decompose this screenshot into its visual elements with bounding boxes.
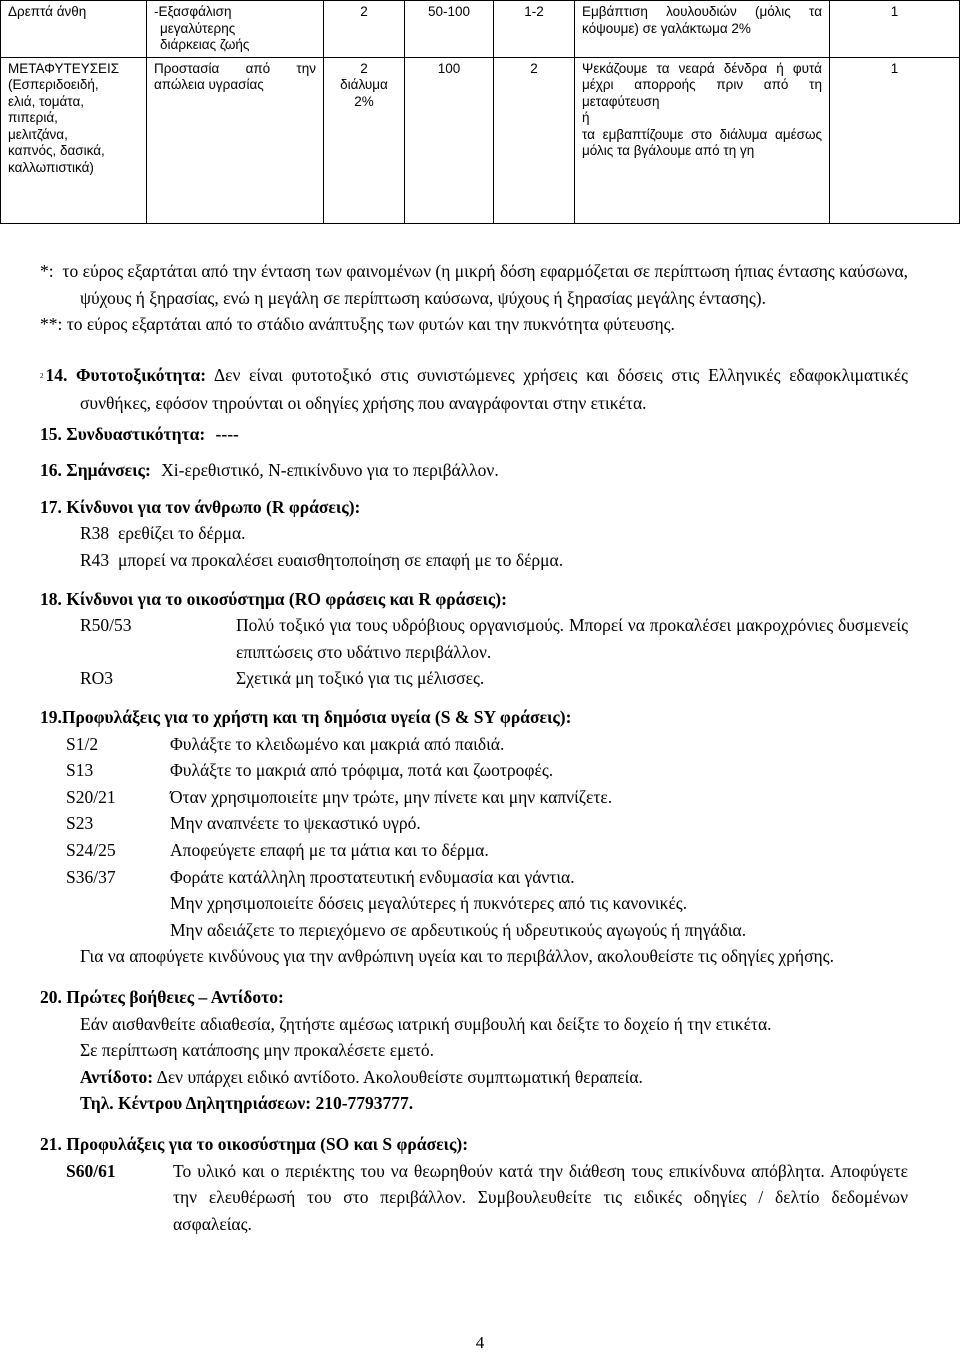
crop-cell: ΜΕΤΑΦΥΤΕΥΣΕΙΣ (Εσπεριδοειδή, ελιά, τομάτα, πιπεριά, μελιτζάνα, καπνός, δασικά, καλλωπιστικά) — [1, 57, 147, 223]
application-table — [0, 0, 960, 224]
section-heading: Προφυλάξεις για το χρήστη και τη δημόσια υγεία (S & SY φράσεις): — [61, 707, 572, 727]
closing-text: Για να αποφύγετε κινδύνους για την ανθρώπινη υγεία και το περιβάλλον, ακολουθείστε τις οδηγίες χρήσης. — [80, 946, 834, 967]
antidote: Αντίδοτο: Δεν υπάρχει ειδικό αντίδοτο. Ακολουθείστε συμπτωματική θεραπεία. — [80, 1066, 643, 1087]
dose-cell: 2 διάλυμα 2% — [324, 57, 405, 223]
dose-cell: 2 — [324, 1, 405, 58]
table-row — [1, 1, 960, 58]
purpose-cell: -Εξασφάλιση μεγαλύτερης διάρκειας ζωής — [147, 1, 324, 58]
footnote: **: το εύρος εξαρτάται από το στάδιο ανάπτυξης των φυτών και την πυκνότητα φύτευσης. — [40, 314, 675, 335]
applications-cell: 2 — [494, 57, 575, 223]
document-body — [40, 258, 908, 1237]
section-first-aid: 20. Πρώτες βοήθειες – Αντίδοτο: Εάν αισθανθείτε αδιαθεσία, ζητήστε αμέσως ιατρική συμβουλή και δείξτε το δοχείο ή την ετικέτα. Σε περίπτωση κατάποσης μην προκαλέσετε εμετό. Αντίδοτο: Δεν υπάρχει ειδικό αντίδοτο. Ακολουθείστε συμπτωματική θεραπεία. Τηλ. Κέντρου Δηλητηριάσεων: 210-7793777. — [40, 984, 908, 1117]
list-item: RO3 Σχετικά μη τοξικό για τις μέλισσες. — [80, 668, 485, 689]
interval-cell: 1 — [830, 1, 960, 58]
volume-cell: 100 — [405, 57, 494, 223]
footnote: *: το εύρος εξαρτάται από την ένταση των φαινομένων (η μικρή δόση εφαρμόζεται σε περίπτωση ήπιας έντασης καύσωνα, ψύχους ή ξηρασίας, ενώ η μεγάλη σε περίπτωση καύσωνα, ψύχους ή ξηρασίας μεγάλης έντασης). — [40, 261, 908, 308]
list-item: S60/61 Το υλικό και ο περιέκτης του να θεωρηθούν κατά την διάθεση τους επικίνδυνα απόβλητα. Αποφύγετε την ελευθέρωσή του στο περιβάλλον. Συμβουλευθείτε τις ειδικές οδηγίες / δελτίο δεδομένων ασφαλείας. — [66, 1160, 908, 1234]
applications-cell: 1-2 — [494, 1, 575, 58]
method-cell: Ψεκάζουμε τα νεαρά δένδρα ή φυτά μέχρι απορροής πριν από τη μεταφύτευση ή τα εμβαπτίζουμε στο διάλυμα αμέσως μόλις τα βγάλουμε από τη γη — [575, 57, 830, 223]
section-heading: Κίνδυνοι για το οικοσύστημα (RO φράσεις και R φράσεις): — [66, 588, 507, 609]
interval-cell: 1 — [830, 57, 960, 223]
crop-cell: Δρεπτά άνθη — [1, 1, 147, 58]
list-item: R50/53 Πολύ τοξικό για τους υδρόβιους οργανισμούς. Μπορεί να προκαλέσει μακροχρόνιες δυσμενείς επιπτώσεις στο υδάτινο περιβάλλον. — [80, 615, 908, 662]
poison-center-phone: Τηλ. Κέντρου Δηλητηριάσεων: 210-7793777. — [80, 1093, 414, 1114]
section-heading: Κίνδυνοι για τον άνθρωπο (R φράσεις): — [66, 496, 361, 517]
list-item: S13 Φυλάξτε το μακριά από τρόφιμα, ποτά και ζωοτροφές. — [66, 760, 554, 781]
list-item: S36/37 Φοράτε κατάλληλη προστατευτική ενδυμασία και γάντια. — [66, 866, 575, 887]
section-ecosystem-risks: 18. Κίνδυνοι για το οικοσύστημα (RO φράσεις και R φράσεις): R50/53 Πολύ τοξικό για τους υδρόβιους οργανισμούς. Μπορεί να προκαλέσει μακροχρόνιες δυσμενείς επιπτώσεις στο υδάτινο περιβάλλον. RO3 Σχετικά μη τοξικό για τις μέλισσες. — [40, 586, 908, 692]
section-heading: Φυτοτοξικότητα: — [76, 364, 207, 385]
table-row — [1, 57, 960, 223]
page-number: 4 — [475, 1333, 485, 1352]
section-heading: Προφυλάξεις για το οικοσύστημα (SO και S φράσεις): — [66, 1133, 469, 1154]
section-phytotoxicity: 2 14. Φυτοτοξικότητα: Δεν είναι φυτοτοξικό στις συνιστώμενες χρήσεις και δόσεις στις Ελληνικές εδαφοκλιματικές συνθήκες, εφόσον τηρούνται οι οδηγίες χρήσης που αναγράφονται στην ετικέτα. — [40, 364, 908, 414]
section-compatibility: 15. Συνδυαστικότητα: ---- — [40, 423, 239, 444]
list-item: S20/21 Όταν χρησιμοποιείτε μην τρώτε, μην πίνετε και μην καπνίζετε. — [66, 786, 613, 807]
list-item: R43 μπορεί να προκαλέσει ευαισθητοποίηση σε επαφή με το δέρμα. — [80, 550, 564, 571]
method-cell: Εμβάπτιση λουλουδιών (μόλις τα κόψουμε) σε γαλάκτωμα 2% — [575, 1, 830, 58]
list-item: R38 ερεθίζει το δέρμα. — [80, 523, 246, 544]
section-user-precautions: 19.Προφυλάξεις για το χρήστη και τη δημόσια υγεία (S & SY φράσεις): S1/2 Φυλάξτε το κλειδωμένο και μακριά από παιδιά. S13 Φυλάξτε το μακριά από τρόφιμα, ποτά και ζωοτροφές. S20/21 Όταν χρησιμοποιείτε μην τρώτε, μην πίνετε και μην καπνίζετε. S23 Μην αναπνέετε το ψεκαστικό υγρό. S24/25 Αποφεύγετε επαφή με τα μάτια και το δέρμα. S36/37 Φοράτε κατάλληλη προστατευτική ενδυμασία και γάντια. Μην χρησιμοποιείτε δόσεις μεγαλύτερες ή πυκνότερες από τις κανονικές. Μην αδειάζετε το περιεχόμενο σε αρδευτικούς ή υδρευτικούς αγωγούς ή πηγάδια. Για να αποφύγετε κινδύνους για την ανθρώπινη υγεία και το περιβάλλον, ακολουθείστε τις οδηγίες χρήσης. — [40, 704, 908, 970]
list-item: S24/25 Αποφεύγετε επαφή με τα μάτια και το δέρμα. — [66, 839, 489, 860]
section-human-risks: 17. Κίνδυνοι για τον άνθρωπο (R φράσεις): R38 ερεθίζει το δέρμα. R43 μπορεί να προκαλέσει ευαισθητοποίηση σε επαφή με το δέρμα. — [40, 494, 908, 574]
section-ecosystem-precautions: 21. Προφυλάξεις για το οικοσύστημα (SO και S φράσεις): S60/61 Το υλικό και ο περιέκτης του να θεωρηθούν κατά την διάθεση τους επικίνδυνα απόβλητα. Αποφύγετε την ελευθέρωσή του στο περιβάλλον. Συμβουλευθείτε τις ειδικές οδηγίες / δελτίο δεδομένων ασφαλείας. — [40, 1131, 908, 1237]
volume-cell: 50-100 — [405, 1, 494, 58]
list-item: Μην αδειάζετε το περιεχόμενο σε αρδευτικούς ή υδρευτικούς αγωγούς ή πηγάδια. — [170, 919, 747, 940]
section-markings: 16. Σημάνσεις: Xi-ερεθιστικό, N-επικίνδυνο για το περιβάλλον. — [40, 460, 499, 481]
purpose-cell: Προστασία από την απώλεια υγρασίας — [147, 57, 324, 223]
list-item: Μην χρησιμοποιείτε δόσεις μεγαλύτερες ή πυκνότερες από τις κανονικές. — [170, 893, 688, 914]
list-item: S1/2 Φυλάξτε το κλειδωμένο και μακριά από παιδιά. — [66, 733, 505, 754]
list-item: S23 Μην αναπνέετε το ψεκαστικό υγρό. — [66, 813, 421, 834]
section-heading: Πρώτες βοήθειες – Αντίδοτο: — [66, 986, 284, 1007]
section-heading: Συνδυαστικότητα: — [66, 423, 206, 444]
section-heading: Σημάνσεις: — [66, 460, 151, 481]
